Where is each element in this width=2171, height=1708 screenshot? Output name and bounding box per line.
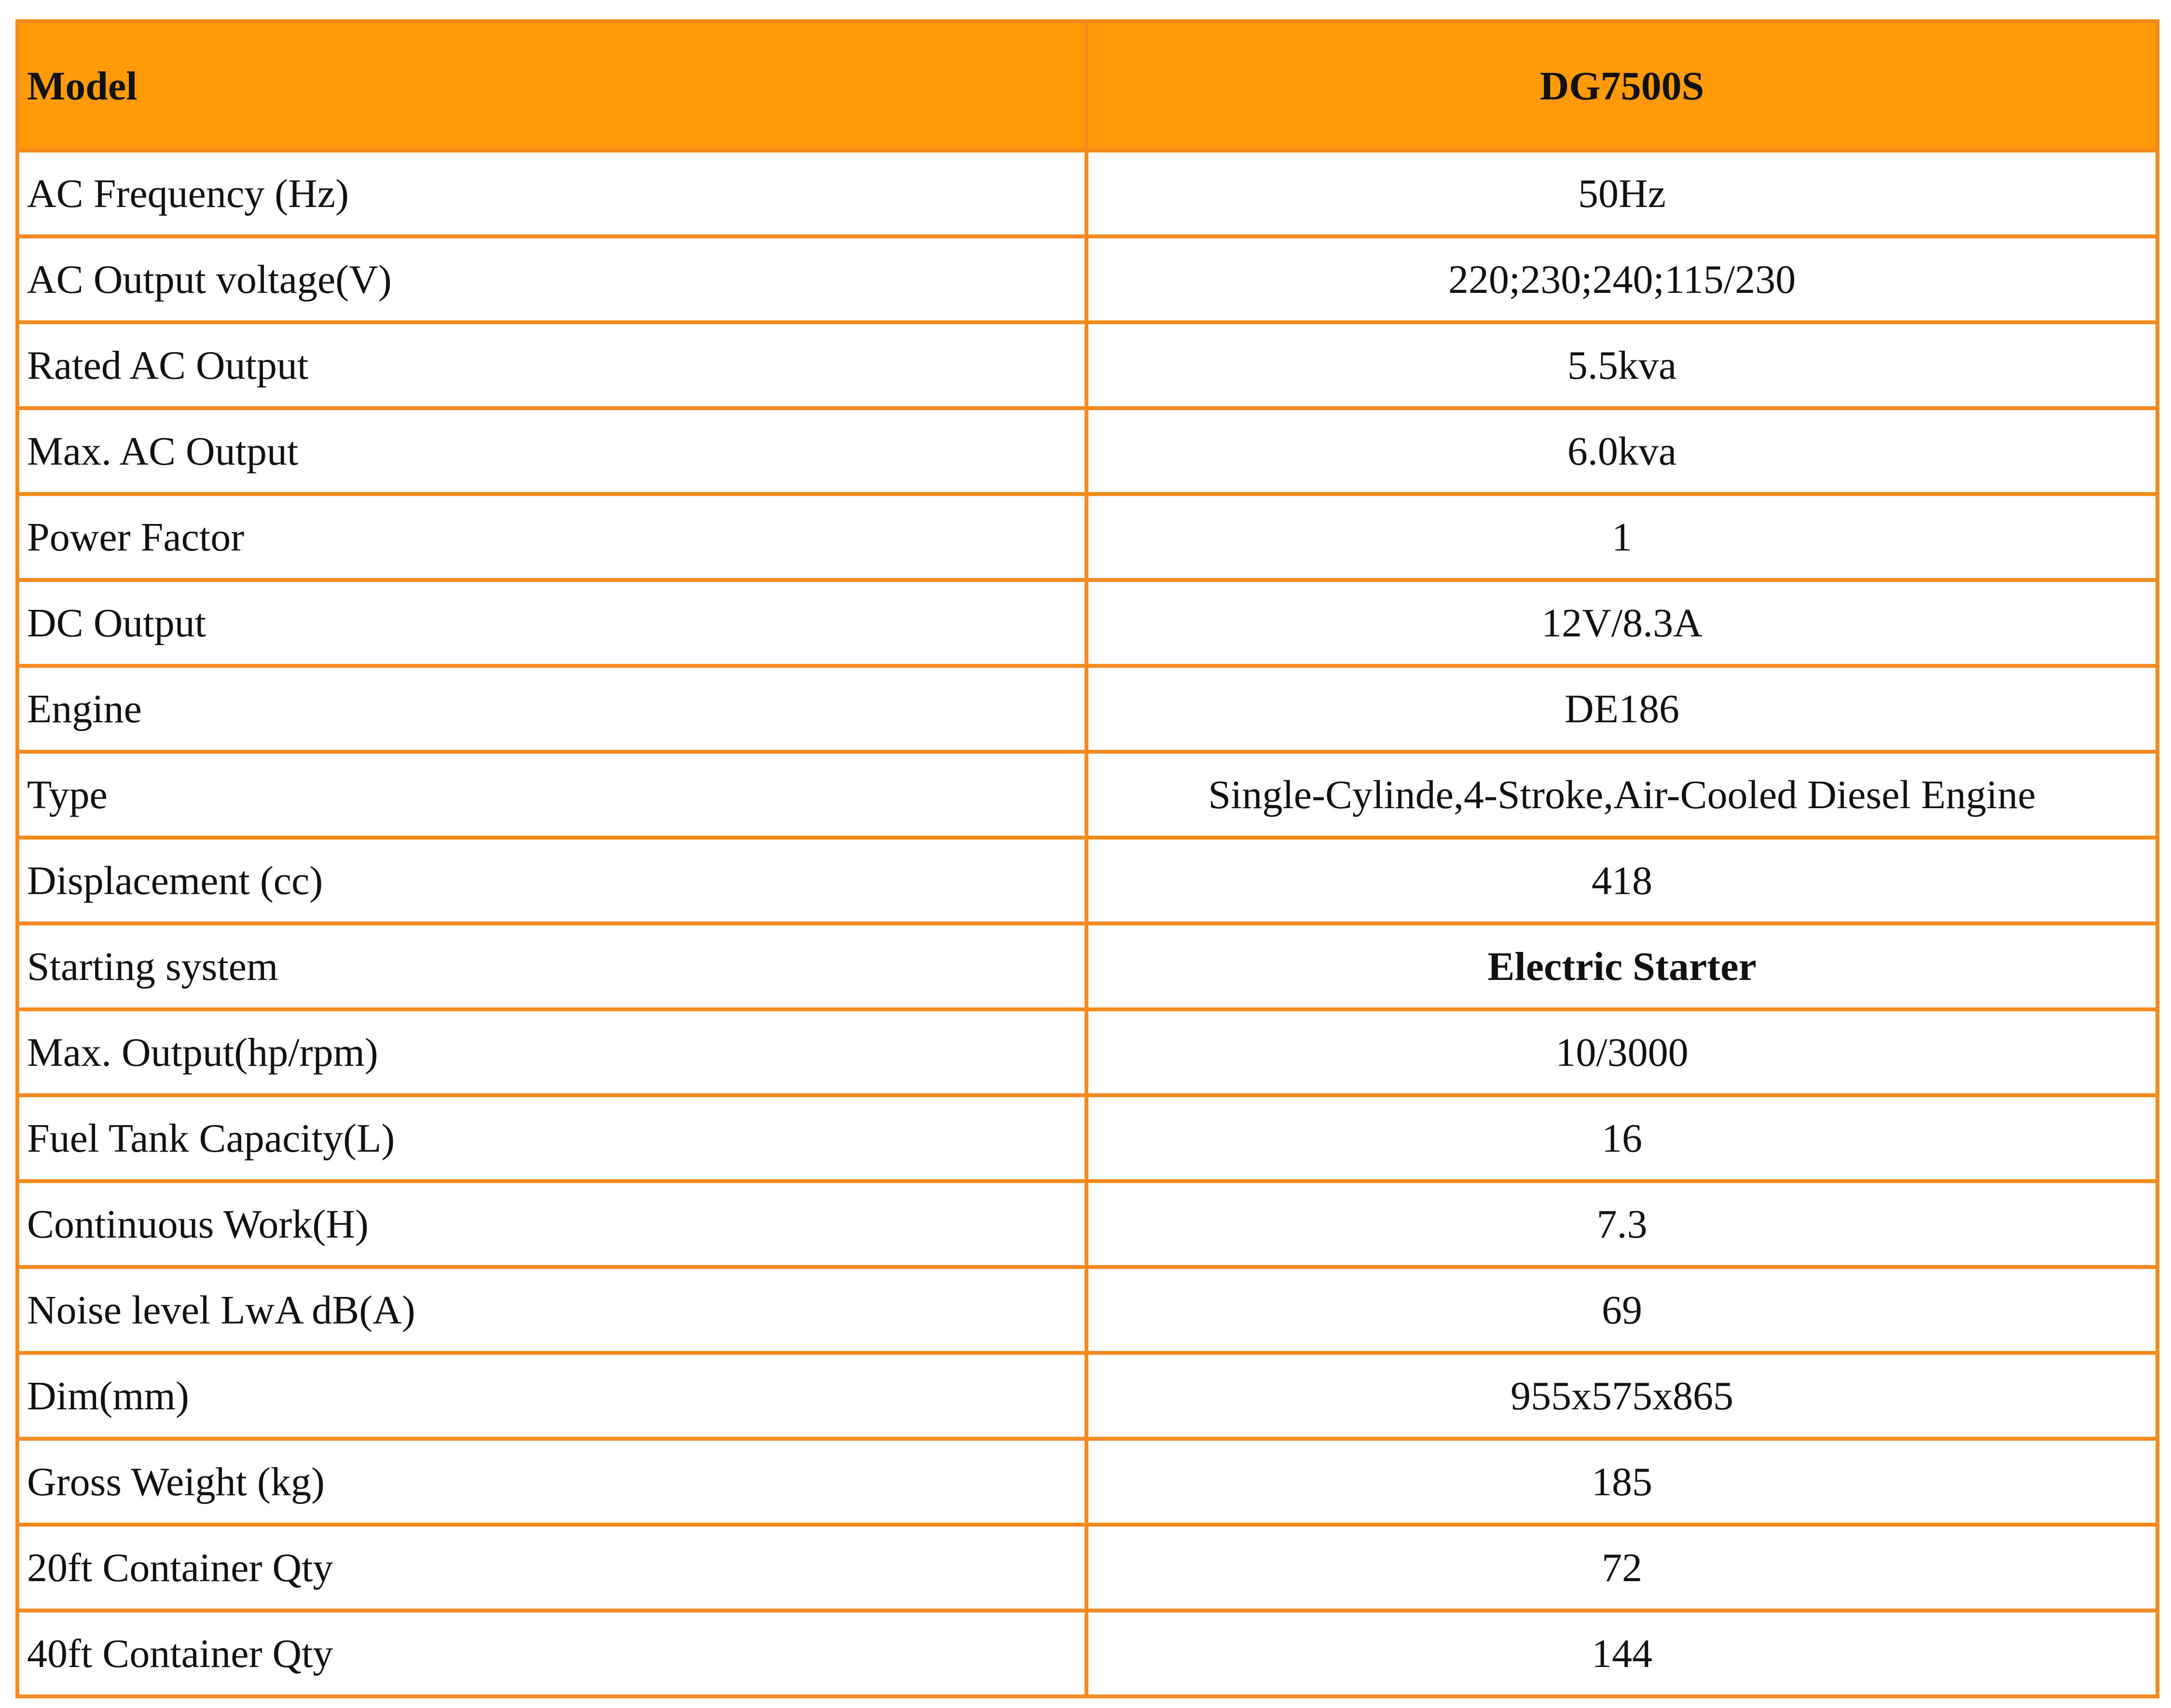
row-value: 72 — [1086, 1525, 2157, 1611]
row-label: DC Output — [17, 580, 1086, 666]
table-row — [17, 151, 2157, 236]
row-value: 1 — [1086, 494, 2157, 580]
header-label-cell: Model — [17, 21, 1086, 151]
row-label: Dim(mm) — [17, 1353, 1086, 1439]
spec-table — [15, 19, 2159, 1698]
table-row — [17, 1095, 2157, 1181]
row-value: Single-Cylinde,4-Stroke,Air-Cooled Diesel Engine — [1086, 752, 2157, 838]
table-row — [17, 408, 2157, 494]
table-row — [17, 1353, 2157, 1439]
row-label: 20ft Container Qty — [17, 1525, 1086, 1611]
table-row — [17, 752, 2157, 838]
row-label: Starting system — [17, 923, 1086, 1009]
table-row — [17, 838, 2157, 923]
table-row — [17, 923, 2157, 1009]
row-label: Engine — [17, 666, 1086, 752]
row-label: Rated AC Output — [17, 322, 1086, 408]
row-value: 185 — [1086, 1439, 2157, 1525]
row-value: 7.3 — [1086, 1181, 2157, 1267]
table-row — [17, 580, 2157, 666]
row-value: 220;230;240;115/230 — [1086, 236, 2157, 322]
row-value: 955x575x865 — [1086, 1353, 2157, 1439]
row-label: Gross Weight (kg) — [17, 1439, 1086, 1525]
table-row — [17, 322, 2157, 408]
header-value-cell: DG7500S — [1086, 21, 2157, 151]
row-value: 16 — [1086, 1095, 2157, 1181]
row-value: DE186 — [1086, 666, 2157, 752]
row-value: 144 — [1086, 1611, 2157, 1696]
row-value: 12V/8.3A — [1086, 580, 2157, 666]
row-value: 10/3000 — [1086, 1009, 2157, 1095]
row-value: 50Hz — [1086, 151, 2157, 236]
table-row — [17, 1611, 2157, 1696]
row-value: 418 — [1086, 838, 2157, 923]
row-label: Type — [17, 752, 1086, 838]
row-label: Max. AC Output — [17, 408, 1086, 494]
row-label: Fuel Tank Capacity(L) — [17, 1095, 1086, 1181]
table-row — [17, 1267, 2157, 1353]
row-label: Power Factor — [17, 494, 1086, 580]
table-header-row — [17, 21, 2157, 151]
row-label: AC Output voltage(V) — [17, 236, 1086, 322]
row-value: 69 — [1086, 1267, 2157, 1353]
row-label: AC Frequency (Hz) — [17, 151, 1086, 236]
row-label: Noise level LwA dB(A) — [17, 1267, 1086, 1353]
table-row — [17, 1439, 2157, 1525]
row-value: 5.5kva — [1086, 322, 2157, 408]
table-row — [17, 1009, 2157, 1095]
row-label: Displacement (cc) — [17, 838, 1086, 923]
row-label: Continuous Work(H) — [17, 1181, 1086, 1267]
row-value: 6.0kva — [1086, 408, 2157, 494]
row-value: Electric Starter — [1086, 923, 2157, 1009]
table-row — [17, 1525, 2157, 1611]
table-row — [17, 1181, 2157, 1267]
row-label: Max. Output(hp/rpm) — [17, 1009, 1086, 1095]
table-row — [17, 494, 2157, 580]
table-row — [17, 236, 2157, 322]
table-row — [17, 666, 2157, 752]
row-label: 40ft Container Qty — [17, 1611, 1086, 1696]
